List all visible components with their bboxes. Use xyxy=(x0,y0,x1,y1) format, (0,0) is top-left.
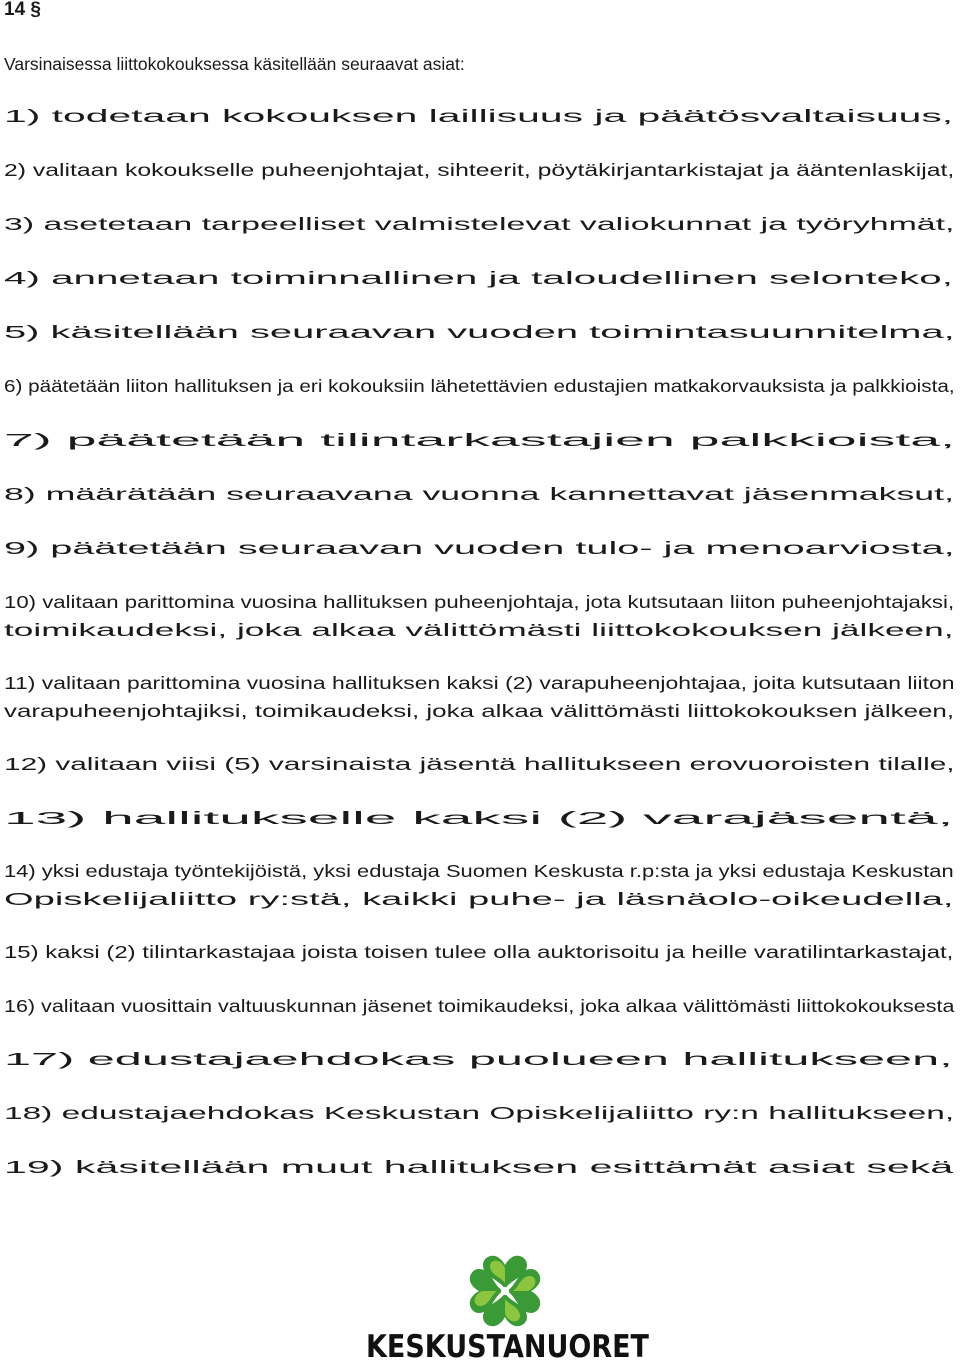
agenda-item-line: 15) kaksi (2) tilintarkastajaa joista toisen tulee olla auktorisoitu ja heille varatilintarkastajat, xyxy=(4,942,954,962)
agenda-item xyxy=(4,804,960,832)
agenda-item xyxy=(4,750,960,778)
keskustanuoret-logo xyxy=(345,1255,670,1365)
agenda-item xyxy=(4,938,960,966)
agenda-item-line: 1) todetaan kokouksen laillisuus ja päätösvaltaisuus, xyxy=(4,106,954,126)
agenda-item xyxy=(4,1153,960,1181)
agenda-item xyxy=(4,156,960,184)
agenda-item-line: 16) valitaan vuosittain valtuuskunnan jäsenet toimikaudeksi, joka alkaa välittömästi liittokokouksesta xyxy=(4,996,955,1016)
agenda-item-line: 2) valitaan kokoukselle puheenjohtajat, sihteerit, pöytäkirjantarkistajat ja ääntenlaskijat, xyxy=(4,160,955,180)
agenda-item-line: 9) päätetään seuraavan vuoden tulo- ja menoarviosta, xyxy=(4,538,955,558)
agenda-item xyxy=(4,102,960,130)
agenda-item-line: 12) valitaan viisi (5) varsinaista jäsentä hallitukseen erovuoroisten tilalle, xyxy=(4,754,955,774)
section-heading: 14 § xyxy=(4,0,41,20)
logo-wordmark: KESKUSTANUORET xyxy=(366,1329,649,1366)
agenda-item-line: 3) asetetaan tarpeelliset valmistelevat valiokunnat ja työryhmät, xyxy=(4,214,955,234)
agenda-item-line: 14) yksi edustaja työntekijöistä, yksi edustaja Suomen Keskusta r.p:sta ja yksi edustaja Keskustan xyxy=(4,861,954,881)
agenda-item-line: 4) annetaan toiminnallinen ja taloudellinen selonteko, xyxy=(4,268,953,288)
agenda-item xyxy=(4,857,960,913)
agenda-item-line: 6) päätetään liiton hallituksen ja eri kokouksiin lähetettävien edustajien matkakorvauksista ja palkkioista, xyxy=(4,376,955,396)
agenda-item xyxy=(4,669,960,725)
agenda-item xyxy=(4,318,960,346)
agenda-item-line: 10) valitaan parittomina vuosina hallituksen puheenjohtaja, jota kutsutaan liiton puheenjohtajaksi, xyxy=(4,592,955,612)
agenda-item-line: 7) päätetään tilintarkastajien palkkioista, xyxy=(4,430,956,450)
agenda-item-line: 18) edustajaehdokas Keskustan Opiskelijaliitto ry:n hallitukseen, xyxy=(4,1103,955,1123)
agenda-item-line: 17) edustajaehdokas puolueen hallitukseen, xyxy=(4,1049,953,1069)
intro-paragraph: Varsinaisessa liittokokouksessa käsitellään seuraavat asiat: xyxy=(4,54,465,74)
agenda-item xyxy=(4,426,960,454)
agenda-item xyxy=(4,1099,960,1127)
agenda-item xyxy=(4,264,960,292)
agenda-item-line: 8) määrätään seuraavana vuonna kannettavat jäsenmaksut, xyxy=(4,484,954,504)
agenda-item-line: toimikaudeksi, joka alkaa välittömästi liittokokouksen jälkeen, xyxy=(4,620,954,640)
agenda-item xyxy=(4,588,960,644)
agenda-item-line: varapuheenjohtajiksi, toimikaudeksi, joka alkaa välittömästi liittokokouksen jälkeen, xyxy=(4,701,955,721)
agenda-item xyxy=(4,534,960,562)
agenda-item xyxy=(4,210,960,238)
agenda-item xyxy=(4,480,960,508)
agenda-item-line: 11) valitaan parittomina vuosina hallituksen kaksi (2) varapuheenjohtajaa, joita kutsutaan liiton xyxy=(4,673,955,693)
agenda-item-line: 5) käsitellään seuraavan vuoden toimintasuunnitelma, xyxy=(4,322,955,342)
agenda-item xyxy=(4,1045,960,1073)
agenda-item-line: 19) käsitellään muut hallituksen esittämät asiat sekä xyxy=(4,1157,954,1177)
agenda-item xyxy=(4,992,960,1020)
agenda-item-line: Opiskelijaliitto ry:stä, kaikki puhe- ja läsnäolo-oikeudella, xyxy=(4,889,954,909)
agenda-item xyxy=(4,372,960,400)
agenda-item-line: 13) hallitukselle kaksi (2) varajäsentä, xyxy=(4,808,954,828)
four-leaf-clover-icon xyxy=(345,1255,670,1335)
